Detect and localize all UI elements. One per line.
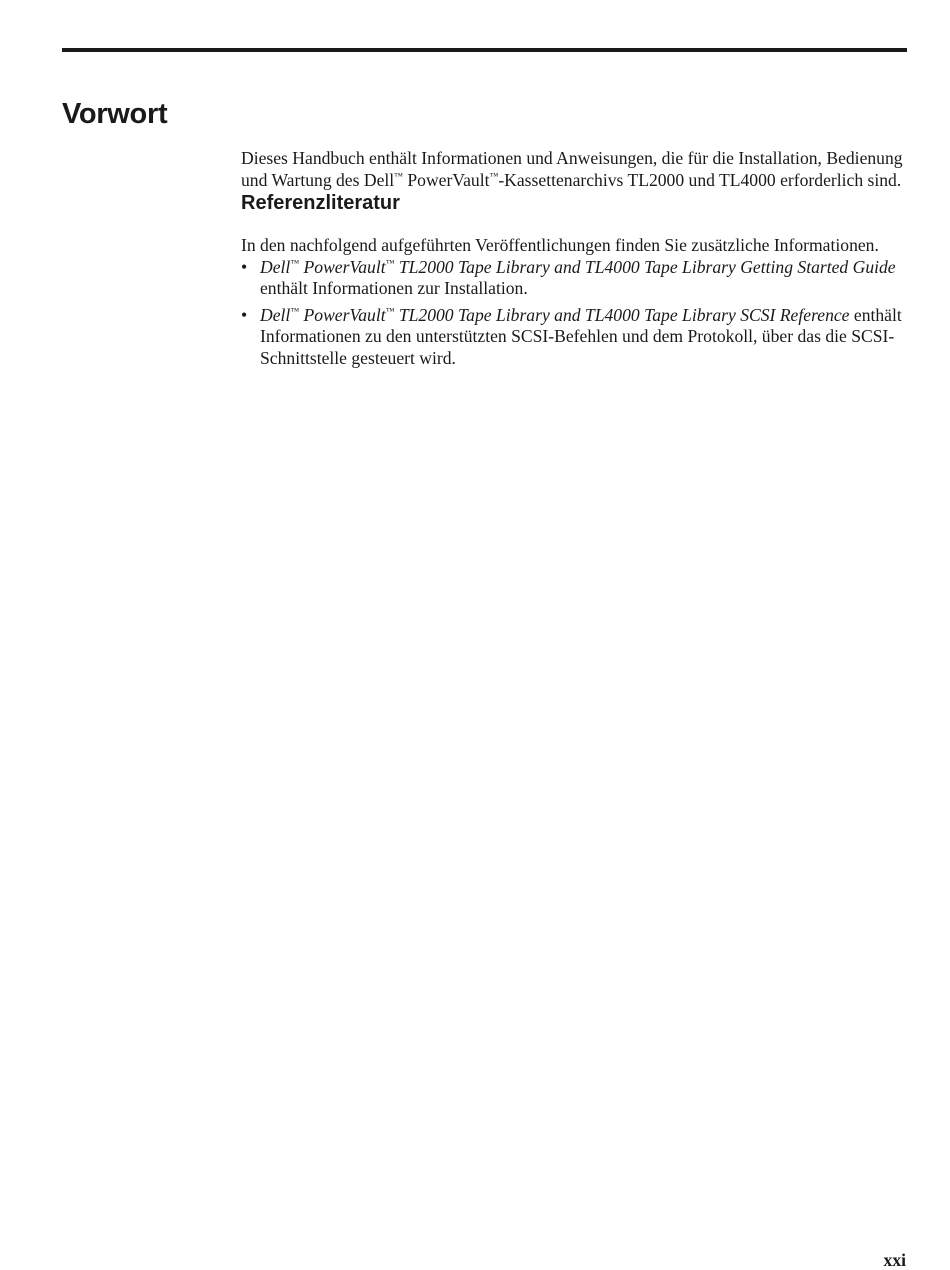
reference-title: Dell™ PowerVault™ TL2000 Tape Library and TL4000 Tape Library SCSI Reference bbox=[260, 304, 850, 325]
intro-text-1: Dieses Handbuch enthält Informationen und Anweisungen, die für die Installation, Bedienung und Wartung des Dell bbox=[241, 148, 903, 190]
trademark-symbol: ™ bbox=[290, 257, 300, 268]
trademark-symbol: ™ bbox=[385, 257, 395, 268]
list-item bbox=[241, 305, 909, 370]
intro-text-2: PowerVault bbox=[402, 169, 490, 190]
trademark-symbol: ™ bbox=[385, 305, 395, 316]
trademark-symbol: ™ bbox=[394, 170, 403, 181]
intro-paragraph bbox=[241, 148, 909, 191]
bullet: • bbox=[241, 256, 248, 277]
reference-description: enthält Informationen zur Installation. bbox=[260, 278, 528, 298]
top-rule bbox=[62, 48, 907, 52]
list-item bbox=[241, 257, 909, 300]
intro-text-3: -Kassettenarchivs TL2000 und TL4000 erforderlich sind. bbox=[498, 169, 902, 190]
bullet: • bbox=[241, 304, 248, 325]
page-number: xxi bbox=[883, 1250, 906, 1270]
body-column bbox=[241, 148, 909, 374]
trademark-symbol: ™ bbox=[290, 305, 300, 316]
chapter-title: Vorwort bbox=[62, 98, 168, 130]
section-title: Referenzliteratur bbox=[241, 192, 400, 214]
section-lead-paragraph: In den nachfolgend aufgeführten Veröffentlichungen finden Sie zusätzliche Informationen. bbox=[241, 235, 879, 255]
reference-description: enthält Informationen zu den unterstützten SCSI-Befehlen und dem Protokoll, über das die SCSI-Schnittstelle gesteuert wird. bbox=[260, 304, 902, 368]
reference-list bbox=[241, 257, 909, 370]
reference-title: Dell™ PowerVault™ TL2000 Tape Library and TL4000 Tape Library Getting Started Guide bbox=[260, 256, 896, 277]
trademark-symbol: ™ bbox=[489, 170, 499, 181]
